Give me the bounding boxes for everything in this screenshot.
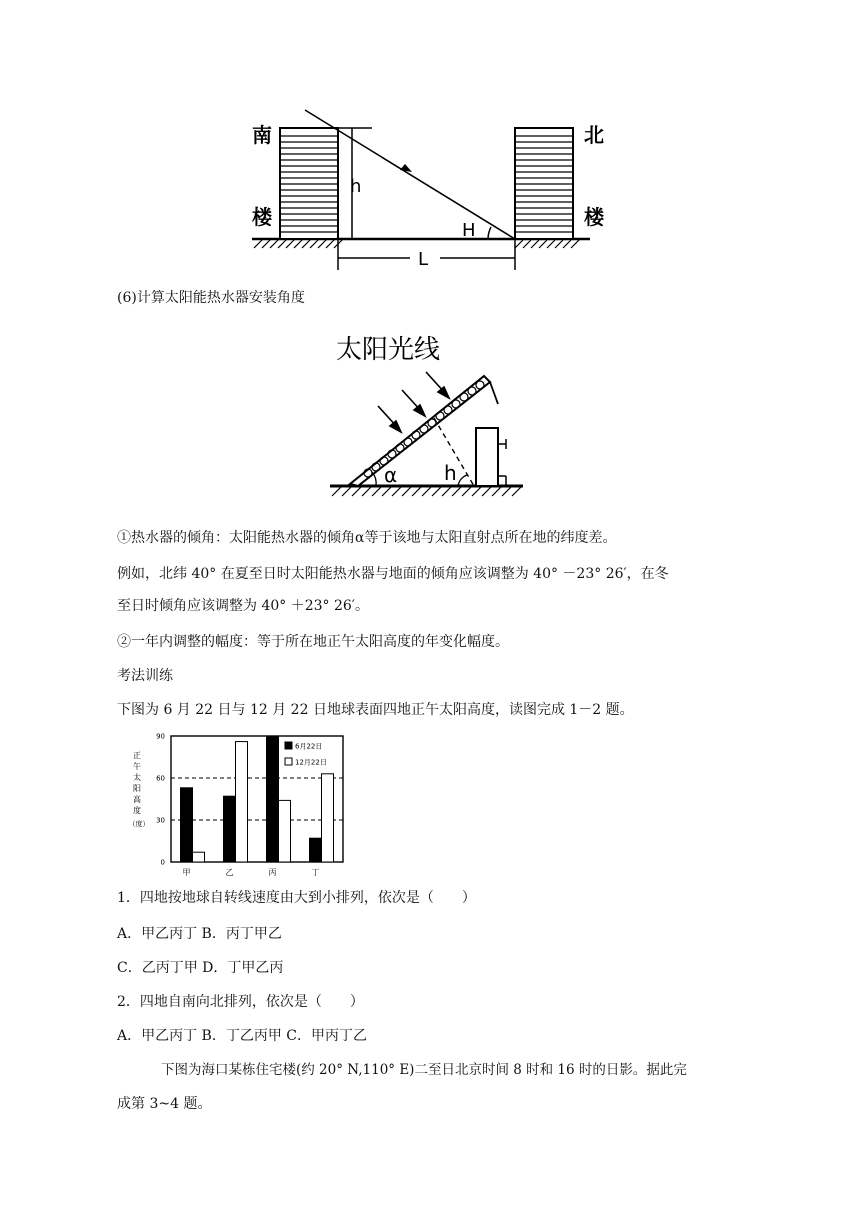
y-label-unit: （度） xyxy=(128,820,150,828)
sunlight-title: 太阳光线 xyxy=(336,335,441,365)
category-label: 乙 xyxy=(225,868,234,877)
bar-jun22 xyxy=(181,788,193,862)
y-tick-label: 0 xyxy=(160,858,165,867)
solar-heater-diagram xyxy=(318,326,538,506)
building-shadow-diagram xyxy=(240,100,630,280)
bar-dec22 xyxy=(193,852,205,862)
question-2-options-row1: A．甲乙丙丁 B．丁乙丙甲 C．甲丙丁乙 xyxy=(117,1028,368,1044)
y-tick-label: 60 xyxy=(156,774,165,783)
north-label-top: 北 xyxy=(584,123,604,147)
alpha-label: α xyxy=(384,463,398,487)
paragraph-example-line2: 至日时倾角应该调整为 40° ＋23° 26′。 xyxy=(117,598,369,614)
south-label-bottom: 楼 xyxy=(252,205,272,229)
y-axis-label xyxy=(129,751,150,828)
y-label-char: 阳 xyxy=(133,784,141,793)
angle-label: H xyxy=(462,220,476,241)
bar-dec22 xyxy=(236,742,248,862)
h-angle-label: h xyxy=(444,461,457,485)
south-building xyxy=(280,128,338,239)
north-label-bottom: 楼 xyxy=(584,205,604,229)
question-1: 1．四地按地球自转线速度由大到小排列，依次是（ ） xyxy=(117,890,476,906)
section-title: (6)计算太阳能热水器安装角度 xyxy=(117,290,305,306)
chart-legend xyxy=(285,742,327,767)
north-building xyxy=(515,128,573,239)
category-label: 甲 xyxy=(182,868,191,877)
bar-dec22 xyxy=(279,800,291,862)
arrow-icon xyxy=(400,164,412,172)
distance-label: L xyxy=(418,249,429,270)
paragraph-haikou-line2: 成第 3~4 题。 xyxy=(117,1096,212,1112)
bar-jun22 xyxy=(267,736,279,862)
paragraph-range: ②一年内调整的幅度：等于所在地正午太阳高度的年变化幅度。 xyxy=(117,634,509,650)
bar-jun22 xyxy=(310,838,322,862)
question-1-options-row1: A．甲乙丙丁 B．丙丁甲乙 xyxy=(117,926,282,942)
y-label-char: 正 xyxy=(133,751,141,760)
legend-label: 12月22日 xyxy=(295,758,327,767)
category-label: 丙 xyxy=(268,868,277,877)
chart-intro: 下图为 6 月 22 日与 12 月 22 日地球表面四地正午太阳高度，读图完成 1－2 题。 xyxy=(117,702,634,718)
paragraph-haikou-line1: 下图为海口某栋住宅楼(约 20° N,110° E)二至日北京时间 8 时和 16 时的日影。据此完 xyxy=(161,1062,687,1078)
legend-label: 6月22日 xyxy=(295,742,323,751)
question-2: 2．四地自南向北排列，依次是（ ） xyxy=(117,994,364,1010)
legend-swatch xyxy=(285,758,292,765)
y-label-char: 太 xyxy=(133,773,141,782)
water-tank xyxy=(476,428,498,486)
y-label-char: 午 xyxy=(133,762,141,771)
legend-swatch xyxy=(285,742,292,749)
paragraph-example-line1: 例如，北纬 40° 在夏至日时太阳能热水器与地面的倾角应该调整为 40° －23° 26′，在冬 xyxy=(117,566,669,582)
paragraph-tilt: ①热水器的倾角：太阳能热水器的倾角α等于该地与太阳直射点所在地的纬度差。 xyxy=(117,530,617,546)
bar-dec22 xyxy=(322,774,334,862)
y-tick-label: 30 xyxy=(156,816,165,825)
y-label-char: 高 xyxy=(133,795,141,804)
solar-altitude-chart xyxy=(125,728,355,880)
category-label: 丁 xyxy=(311,868,320,877)
y-label-char: 度 xyxy=(133,806,141,815)
height-label: h xyxy=(350,176,362,197)
training-heading: 考法训练 xyxy=(117,668,173,684)
south-label-top: 南 xyxy=(252,123,272,147)
question-1-options-row2: C．乙丙丁甲 D．丁甲乙丙 xyxy=(117,960,284,976)
y-tick-label: 90 xyxy=(156,732,165,741)
bar-jun22 xyxy=(224,796,236,862)
